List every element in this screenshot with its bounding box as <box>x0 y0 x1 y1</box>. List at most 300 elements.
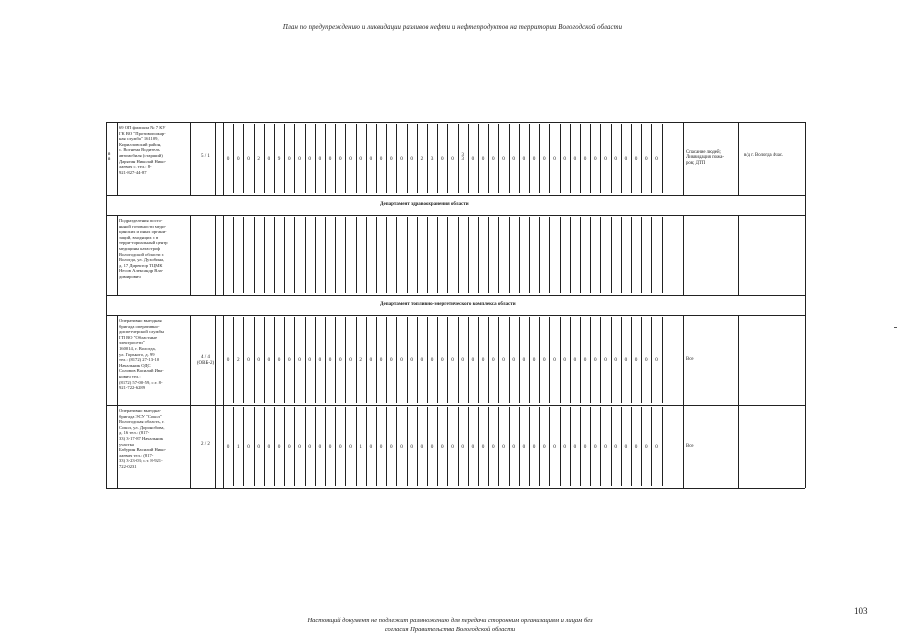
value-column-line <box>611 407 612 486</box>
value-column-line <box>539 217 540 293</box>
value-column-line <box>437 217 438 293</box>
value-column-line <box>233 317 234 403</box>
value-column-line <box>274 124 275 193</box>
value-column-line <box>631 317 632 403</box>
value-column-line <box>488 217 489 293</box>
personnel-count: 4 / 4 (ОВБ-2) <box>196 355 215 366</box>
value-cell: 0 <box>471 155 475 162</box>
value-cell: 0 <box>532 357 536 363</box>
value-column-line <box>366 317 367 403</box>
value-cell: 0 <box>430 443 434 450</box>
value-column-line <box>396 217 397 293</box>
personnel-count: 5 / 1 <box>201 153 210 159</box>
value-cell: 0 <box>512 443 515 450</box>
footer-line-2: согласия Правительства Вологодской области <box>384 626 516 633</box>
value-column-line <box>662 217 663 293</box>
value-column-line <box>427 407 428 486</box>
value-column-line <box>600 124 601 193</box>
remarks-column-line <box>683 315 684 405</box>
value-cell: 0 <box>400 357 403 363</box>
value-cell: 0 <box>298 357 301 363</box>
value-column-line <box>315 407 316 486</box>
value-cell: 0 <box>594 443 597 450</box>
value-cell: 0 <box>471 443 475 450</box>
value-column-line <box>509 217 510 293</box>
value-column-line <box>447 217 448 293</box>
value-column-line <box>580 407 581 486</box>
value-cell: 0 <box>247 443 250 450</box>
value-column-line <box>386 124 387 193</box>
value-cell: 0 <box>441 357 444 363</box>
value-column-line <box>539 317 540 403</box>
value-column-line <box>662 317 663 403</box>
row-border-bottom <box>106 488 805 489</box>
value-column-line <box>468 124 469 193</box>
value-column-line <box>243 407 244 486</box>
value-cell: 0 <box>655 443 658 450</box>
value-cell: 0 <box>634 155 638 162</box>
remarks-column-line <box>683 405 684 488</box>
remarks-column-line <box>683 215 684 295</box>
value-column-line <box>519 217 520 293</box>
value-column-line <box>600 317 601 403</box>
value-column-line <box>376 407 377 486</box>
value-column-line <box>325 124 326 193</box>
value-column-line <box>631 407 632 486</box>
value-column-line <box>396 317 397 403</box>
value-cell: 0 <box>624 357 628 363</box>
value-column-line <box>294 217 295 293</box>
value-cell: 0 <box>502 443 505 450</box>
location-column-line <box>738 315 739 405</box>
value-cell: 0 <box>410 443 413 450</box>
value-column-line <box>498 217 499 293</box>
value-column-line <box>294 317 295 403</box>
value-column-line <box>519 124 520 193</box>
value-column-line <box>631 124 632 193</box>
value-column-line <box>509 124 510 193</box>
value-column-line <box>641 407 642 486</box>
value-column-line <box>254 124 255 193</box>
value-column-line <box>447 407 448 486</box>
value-column-line <box>488 317 489 403</box>
value-cell: 0 <box>604 357 607 363</box>
value-cell: 0 <box>349 155 352 162</box>
value-cell: 0 <box>553 443 556 450</box>
grid-line-vertical <box>190 215 191 295</box>
table-border-right <box>805 315 806 405</box>
value-cell: 0 <box>614 443 617 450</box>
value-column-line <box>611 217 612 293</box>
value-cell: 0 <box>563 443 566 450</box>
value-column-line <box>529 317 530 403</box>
value-cell: 0 <box>604 443 607 450</box>
grid-line-vertical <box>117 215 118 295</box>
footer-line-1: Настоящий документ не подлежит размножению для передачи сторонним организациям и лицам без <box>307 617 593 624</box>
value-cell: 0 <box>573 155 577 162</box>
value-cell: 0 <box>441 155 444 162</box>
value-cell: 0 <box>288 443 291 450</box>
value-column-line <box>478 407 479 486</box>
table-border-left <box>106 295 107 315</box>
value-cell: 0 <box>553 155 556 162</box>
value-column-line <box>376 217 377 293</box>
value-cell: 0 <box>481 155 485 162</box>
value-cell: 0 <box>226 357 230 363</box>
page-header: План по предупреждению и ликвидации разливов нефти и нефтепродуктов на территории Вологодской области <box>282 24 623 31</box>
value-cell: 0 <box>226 443 230 450</box>
organization-description: 69 ОП филиала № 7 КУ ГК ВО "Противопожар- ная служба" 161109, Кирилловский район, с. Вогнема Водитель автомобиля (старший) Дарягин Николай Нико- лаевич с. тел.: 8- 921-827-44-87 <box>119 125 167 175</box>
location-column-line <box>738 215 739 295</box>
value-cell: 0 <box>318 443 322 450</box>
value-column-line <box>294 407 295 486</box>
value-column-line <box>498 407 499 486</box>
value-cell: 0 <box>379 357 383 363</box>
value-column-line <box>590 317 591 403</box>
row-border-top <box>106 315 805 316</box>
value-cell: 0 <box>583 357 587 363</box>
grid-line-vertical <box>106 315 107 405</box>
value-column-line <box>345 124 346 193</box>
value-column-line <box>376 317 377 403</box>
value-column-line <box>570 217 571 293</box>
value-column-line <box>356 124 357 193</box>
value-column-line <box>509 407 510 486</box>
grid-line-vertical <box>215 215 216 295</box>
row-border-top <box>106 122 805 123</box>
value-cell: 0 <box>430 357 434 363</box>
value-column-line <box>407 317 408 403</box>
value-cell: 0 <box>563 155 566 162</box>
value-column-line <box>539 124 540 193</box>
value-cell: 1 <box>237 443 240 450</box>
row-side-label: # # <box>108 150 111 162</box>
value-column-line <box>274 407 275 486</box>
value-cell: 2 <box>359 357 362 363</box>
value-column-line <box>264 124 265 193</box>
value-cell: 9 <box>277 155 281 162</box>
organization-description: Подразделения посто- янной готовности меди- цинских и иных органи- заций, входящих с в терри-ториальный центр медицины катастроф Вологодской области г. Вологда, ул. Духобина, д. 17 Директор ТЦМК Несов Александр Вла- димирович <box>119 218 168 279</box>
value-cell: 0 <box>492 443 495 450</box>
value-cell: 0 <box>328 155 332 162</box>
value-column-line <box>478 217 479 293</box>
value-column-line <box>264 407 265 486</box>
value-column-line <box>570 317 571 403</box>
value-cell: 0 <box>573 357 577 363</box>
value-column-line <box>376 124 377 193</box>
value-column-line <box>264 317 265 403</box>
value-column-line <box>529 407 530 486</box>
value-cell: 0 <box>298 155 301 162</box>
value-column-line <box>549 407 550 486</box>
value-column-line <box>284 124 285 193</box>
value-cell: 0 <box>288 155 291 162</box>
value-column-line <box>366 217 367 293</box>
value-column-line <box>243 317 244 403</box>
value-cell: 0 <box>502 357 505 363</box>
grid-line-vertical <box>117 405 118 488</box>
value-column-line <box>519 407 520 486</box>
value-cell: 0 <box>349 357 352 363</box>
value-cell: 0 <box>655 357 658 363</box>
section-border-top <box>106 295 805 296</box>
value-cell: 0 <box>328 357 332 363</box>
value-cell: 3 <box>430 155 434 162</box>
value-column-line <box>356 317 357 403</box>
value-cell: 0 <box>624 155 628 162</box>
value-cell: 0 <box>532 443 536 450</box>
value-cell: 0 <box>522 357 526 363</box>
value-cell: 1 <box>359 443 362 450</box>
value-column-line <box>590 407 591 486</box>
page-footer <box>230 616 670 634</box>
value-cell: 2 <box>257 155 260 162</box>
value-cell: 0 <box>298 443 301 450</box>
value-column-line <box>529 124 530 193</box>
value-cell: 0 <box>522 155 526 162</box>
value-cell: 0 <box>247 357 250 363</box>
value-column-line <box>305 317 306 403</box>
value-cell: 0 <box>400 443 403 450</box>
value-cell: 0 <box>634 443 638 450</box>
value-column-line <box>488 124 489 193</box>
value-column-line <box>631 217 632 293</box>
value-column-line <box>621 407 622 486</box>
remarks-text: Все <box>686 357 694 362</box>
value-cell: 0 <box>277 443 281 450</box>
value-cell: 0 <box>583 155 587 162</box>
remarks-text: Спасание людей; Ликвидация пожа- ров; ДТП <box>686 149 724 166</box>
table-border-right <box>805 295 806 315</box>
value-fraction: 3 3 <box>461 152 464 162</box>
value-column-line <box>335 317 336 403</box>
value-column-line <box>345 407 346 486</box>
value-column-line <box>662 124 663 193</box>
value-column-line <box>417 217 418 293</box>
value-cell: 0 <box>614 155 617 162</box>
organization-description: Оперативно выездна- бригада ЭСУ "Сокол" Вологодская область, г. Сокол, ул. Доронобова, д. 16 тел.: (817- 33) 3-17-87 Начальник участка Бабурин Василий Нико- лаевич тел.: (817- 33) 3-23-03; с.т. 8-921- 722-0231 <box>119 408 167 469</box>
value-cell: 0 <box>573 443 577 450</box>
grid-line-vertical <box>223 215 224 295</box>
value-column-line <box>254 407 255 486</box>
value-cell: 0 <box>563 357 566 363</box>
value-column-line <box>662 407 663 486</box>
value-cell: 2 <box>237 357 240 363</box>
value-column-line <box>335 407 336 486</box>
value-cell: 0 <box>655 155 658 162</box>
value-cell: 0 <box>410 155 413 162</box>
value-column-line <box>651 407 652 486</box>
value-cell: 0 <box>379 443 383 450</box>
value-column-line <box>254 317 255 403</box>
table-border-right <box>805 195 806 215</box>
value-cell: 0 <box>492 155 495 162</box>
value-column-line <box>458 407 459 486</box>
value-column-line <box>366 124 367 193</box>
value-cell: 0 <box>318 155 322 162</box>
value-cell: 0 <box>339 357 342 363</box>
value-cell: 0 <box>308 443 311 450</box>
value-column-line <box>478 124 479 193</box>
value-column-line <box>560 407 561 486</box>
value-column-line <box>641 317 642 403</box>
value-cell: 2 <box>420 155 424 162</box>
value-cell: 0 <box>614 357 617 363</box>
grid-line-vertical <box>106 215 107 295</box>
value-column-line <box>539 407 540 486</box>
value-column-line <box>335 217 336 293</box>
value-column-line <box>570 124 571 193</box>
value-cell: 0 <box>645 357 648 363</box>
value-column-line <box>427 317 428 403</box>
value-column-line <box>437 124 438 193</box>
value-cell: 0 <box>451 357 454 363</box>
value-cell: 0 <box>471 357 475 363</box>
value-column-line <box>590 217 591 293</box>
value-cell: 0 <box>339 155 342 162</box>
value-column-line <box>570 407 571 486</box>
value-column-line <box>549 124 550 193</box>
value-column-line <box>335 124 336 193</box>
value-column-line <box>600 217 601 293</box>
value-column-line <box>264 217 265 293</box>
value-cell: 0 <box>390 443 393 450</box>
grid-line-vertical <box>117 315 118 405</box>
value-cell: 0 <box>308 357 311 363</box>
location-text: в/д г. Вологда 4час. <box>744 152 784 158</box>
value-column-line <box>447 317 448 403</box>
value-cell: 0 <box>288 357 291 363</box>
value-column-line <box>417 124 418 193</box>
value-column-line <box>386 217 387 293</box>
value-cell: 0 <box>512 357 515 363</box>
value-column-line <box>417 407 418 486</box>
value-column-line <box>356 407 357 486</box>
value-cell: 0 <box>410 357 413 363</box>
value-cell: 0 <box>502 155 505 162</box>
value-column-line <box>468 317 469 403</box>
value-cell: 0 <box>441 443 444 450</box>
personnel-count: 2 / 2 <box>201 441 210 447</box>
value-cell: 0 <box>247 155 250 162</box>
value-cell: 0 <box>390 155 393 162</box>
value-cell: 0 <box>267 155 271 162</box>
edge-mark <box>894 327 897 328</box>
value-column-line <box>549 317 550 403</box>
organization-description: Оперативно выездная бригада оперативно- диспетчерской службы ГП ВО "Областные электросети" 160014, г. Вологда, ул. Горького, д. 99 тел.: (8172) 27-13-10 Начальник ОДС Соловов Василий Ива- нович тел.: (8172) 57-00-59, с.т. 8- 921-722-6289 <box>119 318 165 391</box>
value-column-line <box>243 217 244 293</box>
value-column-line <box>325 407 326 486</box>
value-cell: 0 <box>267 357 271 363</box>
value-cell: 0 <box>645 443 648 450</box>
value-cell: 0 <box>461 443 464 450</box>
value-cell: 0 <box>451 155 454 162</box>
value-cell: 0 <box>634 357 638 363</box>
value-column-line <box>305 407 306 486</box>
value-column-line <box>233 124 234 193</box>
value-cell: 0 <box>522 443 526 450</box>
value-column-line <box>560 217 561 293</box>
location-column-line <box>738 405 739 488</box>
row-border-top <box>106 215 805 216</box>
value-column-line <box>458 317 459 403</box>
value-cell: 0 <box>512 155 515 162</box>
row-border-top <box>106 405 805 406</box>
value-column-line <box>315 317 316 403</box>
value-column-line <box>417 317 418 403</box>
value-cell: 0 <box>553 357 556 363</box>
value-column-line <box>243 124 244 193</box>
value-column-line <box>509 317 510 403</box>
value-column-line <box>356 217 357 293</box>
value-column-line <box>366 407 367 486</box>
value-column-line <box>315 217 316 293</box>
section-border-top <box>106 195 805 196</box>
location-column-line <box>738 122 739 195</box>
grid-line-vertical <box>117 122 118 195</box>
value-cell: 0 <box>267 443 271 450</box>
remarks-text: Все <box>686 443 694 449</box>
value-column-line <box>498 317 499 403</box>
value-cell: 0 <box>369 357 373 363</box>
value-column-line <box>519 317 520 403</box>
value-column-line <box>498 124 499 193</box>
value-column-line <box>560 317 561 403</box>
grid-line-vertical <box>106 405 107 488</box>
table-border-right <box>805 215 806 295</box>
table-border-right <box>805 122 806 195</box>
value-cell: 0 <box>583 443 587 450</box>
value-column-line <box>305 217 306 293</box>
value-column-line <box>641 124 642 193</box>
value-cell: 0 <box>257 357 260 363</box>
value-cell: 0 <box>645 155 648 162</box>
value-column-line <box>345 217 346 293</box>
value-cell: 0 <box>237 155 240 162</box>
value-column-line <box>478 317 479 403</box>
value-column-line <box>621 124 622 193</box>
value-column-line <box>447 124 448 193</box>
value-column-line <box>529 217 530 293</box>
value-column-line <box>396 124 397 193</box>
remarks-column-line <box>683 122 684 195</box>
value-column-line <box>407 217 408 293</box>
value-column-line <box>254 217 255 293</box>
value-cell: 0 <box>604 155 607 162</box>
value-cell: 0 <box>390 357 393 363</box>
value-column-line <box>580 217 581 293</box>
value-cell: 0 <box>481 443 485 450</box>
value-column-line <box>294 124 295 193</box>
value-column-line <box>437 317 438 403</box>
value-cell: 0 <box>481 357 485 363</box>
value-column-line <box>590 124 591 193</box>
value-column-line <box>345 317 346 403</box>
value-column-line <box>305 124 306 193</box>
value-column-line <box>284 317 285 403</box>
section-title: Департамент топливно-энергетического комплекса области <box>380 302 516 307</box>
value-column-line <box>641 217 642 293</box>
value-cell: 0 <box>543 357 546 363</box>
value-column-line <box>651 317 652 403</box>
value-column-line <box>437 407 438 486</box>
value-cell: 0 <box>308 155 311 162</box>
value-cell: 0 <box>369 155 373 162</box>
value-column-line <box>611 317 612 403</box>
value-column-line <box>274 217 275 293</box>
value-column-line <box>396 407 397 486</box>
value-column-line <box>315 124 316 193</box>
